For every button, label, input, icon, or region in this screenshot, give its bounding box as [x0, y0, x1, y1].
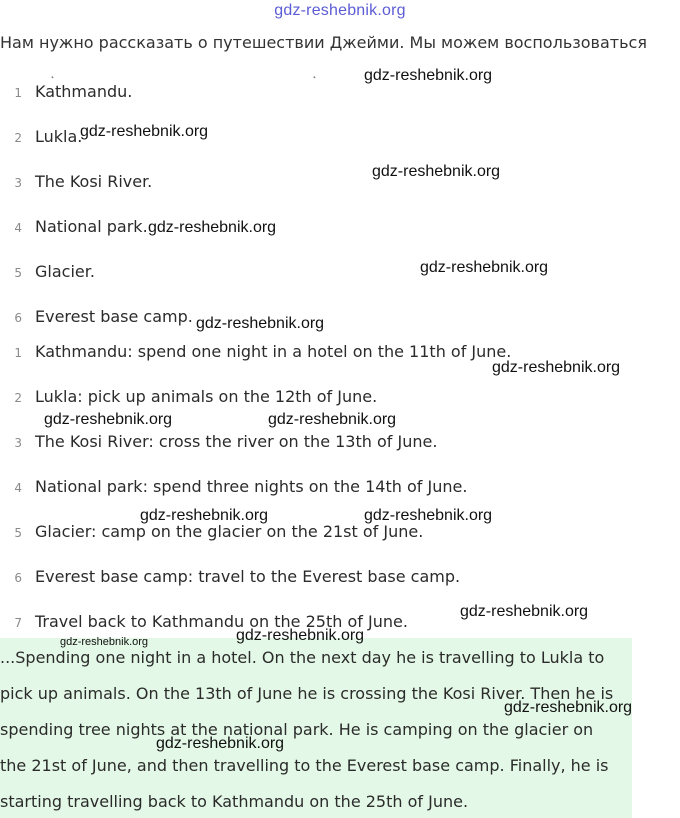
item-text: Lukla: pick up animals on the 12th of June. — [35, 387, 378, 406]
item-number: 3 — [14, 176, 22, 190]
watermark: gdz-reshebnik.org — [364, 67, 493, 84]
clipped-glyph: ˛ — [50, 68, 55, 79]
plan-item — [0, 477, 467, 501]
place-item — [0, 127, 82, 151]
item-number: 6 — [14, 311, 22, 325]
item-number: 1 — [14, 346, 22, 360]
watermark: gdz-reshebnik.org — [492, 359, 621, 376]
plan-item — [0, 522, 423, 546]
item-number: 5 — [14, 266, 22, 280]
watermark: gdz-reshebnik.org — [236, 627, 365, 644]
watermark: gdz-reshebnik.org — [364, 507, 493, 524]
item-text: The Kosi River. — [35, 172, 153, 191]
watermark: gdz-reshebnik.org — [460, 603, 589, 620]
item-text: National park: spend three nights on the 14th of June. — [35, 477, 468, 496]
item-text: Everest base camp: travel to the Everest base camp. — [35, 567, 461, 586]
place-item — [0, 82, 132, 106]
plan-item — [0, 567, 460, 591]
item-number: 6 — [14, 571, 22, 585]
place-item — [0, 307, 193, 331]
item-text: The Kosi River: cross the river on the 13th of June. — [35, 432, 438, 451]
plan-item — [0, 342, 511, 366]
answer-line: the 21st of June, and then travelling to the Everest base camp. Finally, he is — [0, 756, 609, 775]
item-text: National park. — [35, 217, 148, 236]
item-number: 5 — [14, 526, 22, 540]
item-number: 7 — [14, 616, 22, 630]
item-number: 2 — [14, 391, 22, 405]
watermark: gdz-reshebnik.org — [504, 699, 633, 716]
answer-box — [0, 638, 632, 818]
plan-item — [0, 432, 437, 456]
watermark: gdz-reshebnik.org — [44, 411, 173, 428]
place-item — [0, 217, 148, 241]
answer-line: starting travelling back to Kathmandu on the 25th of June. — [0, 792, 469, 811]
watermark: gdz-reshebnik.org — [80, 123, 209, 140]
watermark: gdz-reshebnik.org — [372, 163, 501, 180]
intro-text: Нам нужно рассказать о путешествии Джейми. Мы можем воспользоваться — [0, 33, 647, 52]
answer-line: pick up animals. On the 13th of June he is crossing the Kosi River. Then he is — [0, 684, 614, 703]
item-number: 3 — [14, 436, 22, 450]
site-header-link[interactable]: gdz-reshebnik.org — [274, 2, 406, 19]
item-number: 1 — [14, 86, 22, 100]
watermark: gdz-reshebnik.org — [156, 735, 285, 752]
place-item — [0, 172, 152, 196]
item-number: 2 — [14, 131, 22, 145]
watermark: gdz-reshebnik.org — [268, 411, 397, 428]
answer-line: ...Spending one night in a hotel. On the next day he is travelling to Lukla to — [0, 648, 605, 667]
item-text: Kathmandu: spend one night in a hotel on the 11th of June. — [35, 342, 512, 361]
item-text: Travel back to Kathmandu on the 25th of June. — [35, 612, 408, 631]
answer-line: spending tree nights at the national park. He is camping on the glacier on — [0, 720, 594, 739]
item-number: 4 — [14, 221, 22, 235]
watermark: gdz-reshebnik.org — [140, 507, 269, 524]
clipped-glyph: ˛ — [312, 68, 317, 79]
plan-item — [0, 387, 377, 411]
item-text: Everest base camp. — [35, 307, 193, 326]
item-number: 4 — [14, 481, 22, 495]
watermark: gdz-reshebnik.org — [420, 259, 549, 276]
item-text: Glacier. — [35, 262, 95, 281]
watermark: gdz-reshebnik.org — [60, 636, 149, 648]
item-text: Lukla. — [35, 127, 83, 146]
watermark: gdz-reshebnik.org — [196, 315, 325, 332]
item-text: Kathmandu. — [35, 82, 133, 101]
place-item — [0, 262, 95, 286]
watermark: gdz-reshebnik.org — [148, 219, 277, 236]
item-text: Glacier: camp on the glacier on the 21st of June. — [35, 522, 424, 541]
